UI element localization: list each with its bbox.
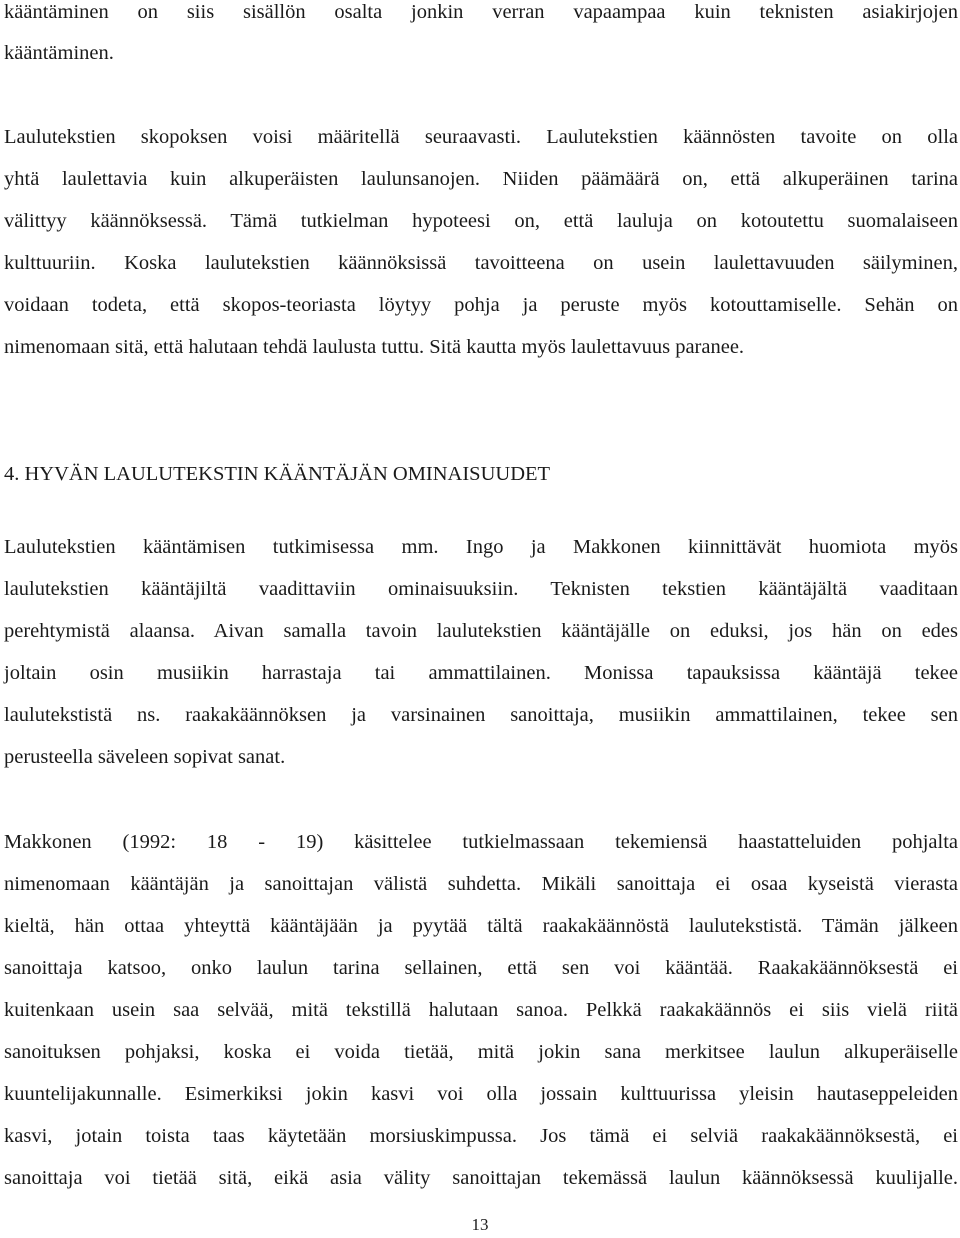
paragraph-4-line-5: kuitenkaan usein saa selvää, mitä tekstillä halutaan sanoa. Pelkkä raakakäännös ei siis vielä riitä (4, 999, 958, 1021)
paragraph-3-line-2: laulutekstien kääntäjiltä vaadittaviin ominaisuuksiin. Teknisten tekstien kääntäjältä vaaditaan (4, 578, 958, 600)
paragraph-4-line-6: sanoituksen pohjaksi, koska ei voida tietää, mitä jokin sana merkitsee laulun alkuperäiselle (4, 1041, 958, 1063)
paragraph-2-line-5: voidaan todeta, että skopos-teoriasta löytyy pohja ja peruste myös kotouttamiselle. Sehän on (4, 294, 958, 316)
page-number: 13 (471, 1215, 489, 1234)
paragraph-2-line-1: Laulutekstien skopoksen voisi määritellä seuraavasti. Laulutekstien käännösten tavoite on olla (4, 126, 958, 148)
paragraph-2-line-2: yhtä laulettavia kuin alkuperäisten laulunsanojen. Niiden päämäärä on, että alkuperäinen tarina (4, 168, 958, 190)
paragraph-4-line-9: sanoittaja voi tietää sitä, eikä asia välity sanoittajan tekemässä laulun käännöksessä kuulijalle. (4, 1167, 958, 1189)
section-heading: 4. HYVÄN LAULUTEKSTIN KÄÄNTÄJÄN OMINAISUUDET (4, 463, 551, 485)
paragraph-3-line-6: perusteella säveleen sopivat sanat. (4, 746, 286, 768)
paragraph-1-line-2: kääntäminen. (4, 42, 114, 64)
paragraph-4-line-1: Makkonen (1992: 18 - 19) käsittelee tutkielmassaan tekemiensä haastatteluiden pohjalta (4, 831, 958, 853)
paragraph-3-line-5: laulutekstistä ns. raakakäännöksen ja varsinainen sanoittaja, musiikin ammattilainen, tekee sen (4, 704, 958, 726)
paragraph-2-line-4: kulttuuriin. Koska laulutekstien käännöksissä tavoitteena on usein laulettavuuden säilyminen, (4, 252, 958, 274)
paragraph-3-line-1: Laulutekstien kääntämisen tutkimisessa mm. Ingo ja Makkonen kiinnittävät huomiota myös (4, 536, 958, 558)
paragraph-4-line-3: kieltä, hän ottaa yhteyttä kääntäjään ja pyytää tältä raakakäännöstä laulutekstistä. Tämän jälkeen (4, 915, 958, 937)
paragraph-1-line-1: kääntäminen on siis sisällön osalta jonkin verran vapaampaa kuin teknisten asiakirjojen (4, 1, 958, 23)
paragraph-3-line-4: joltain osin musiikin harrastaja tai ammattilainen. Monissa tapauksissa kääntäjä tekee (4, 662, 958, 684)
paragraph-4-line-7: kuuntelijakunnalle. Esimerkiksi jokin kasvi voi olla jossain kulttuurissa yleisin hautaseppeleiden (4, 1083, 958, 1105)
paragraph-4-line-2: nimenomaan kääntäjän ja sanoittajan välistä suhdetta. Mikäli sanoittaja ei osaa kyseistä vierasta (4, 873, 958, 895)
paragraph-2-line-3: välittyy käännöksessä. Tämä tutkielman hypoteesi on, että lauluja on kotoutettu suomalaiseen (4, 210, 958, 232)
paragraph-4-line-8: kasvi, jotain toista taas käytetään morsiuskimpussa. Jos tämä ei selviä raakakäännöksestä, ei (4, 1125, 958, 1147)
paragraph-4-line-4: sanoittaja katsoo, onko laulun tarina sellainen, että sen voi kääntää. Raakakäännöksestä ei (4, 957, 958, 979)
paragraph-3-line-3: perehtymistä alaansa. Aivan samalla tavoin laulutekstien kääntäjälle on eduksi, jos hän on edes (4, 620, 958, 642)
paragraph-2-line-6: nimenomaan sitä, että halutaan tehdä laulusta tuttu. Sitä kautta myös laulettavuus paranee. (4, 336, 745, 358)
